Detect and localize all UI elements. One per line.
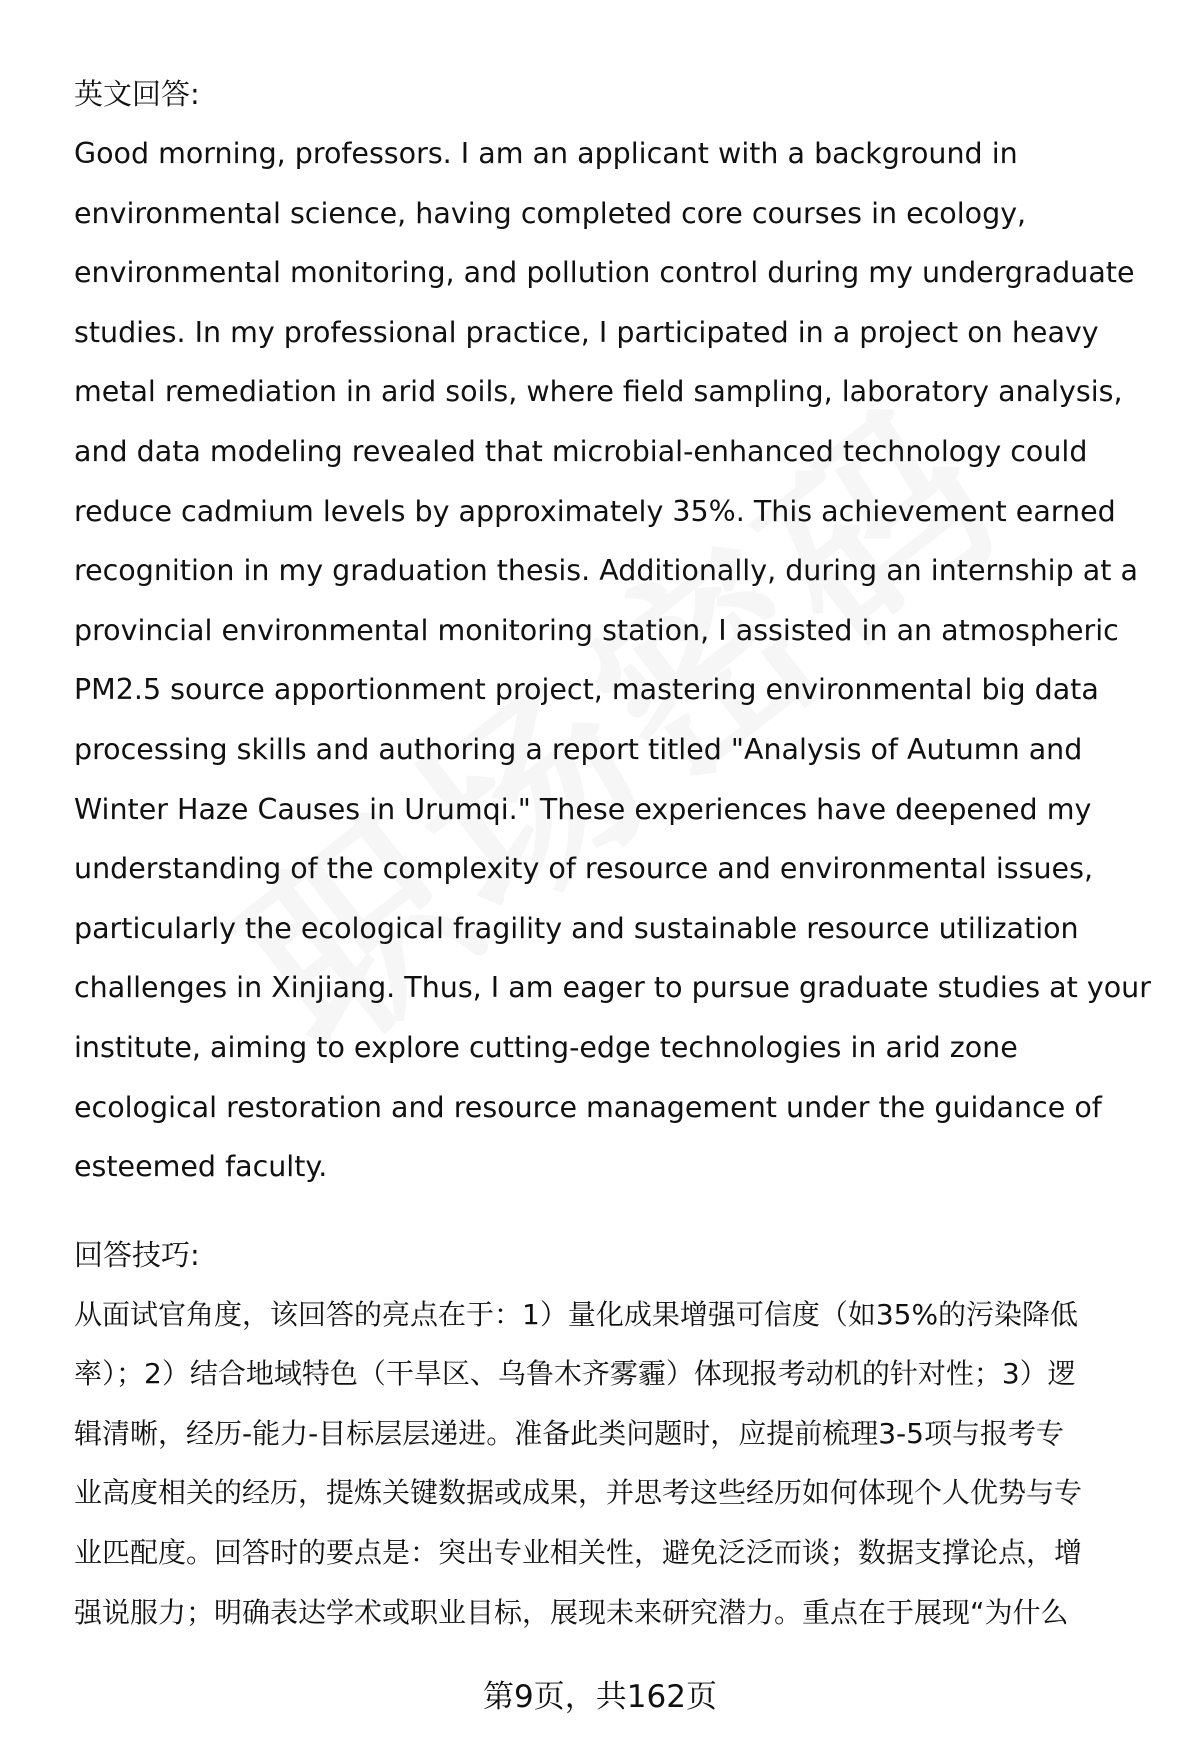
english-answer-body (74, 124, 1154, 1197)
english-answer-line: and data modeling revealed that microbial-enhanced technology could (74, 434, 1088, 468)
english-answer-line: reduce cadmium levels by approximately 35%. This achievement earned (74, 494, 1116, 528)
english-answer-line: environmental science, having completed core courses in ecology, (74, 196, 1027, 230)
english-answer-line: provincial environmental monitoring station, I assisted in an atmospheric (74, 613, 1119, 647)
answer-tips-line: 强说服力；明确表达学术或职业目标，展现未来研究潜力。重点在于展现“为什么 (74, 1595, 1069, 1629)
english-answer-line: PM2.5 source apportionment project, mastering environmental big data (74, 673, 1099, 707)
english-answer-line: Good morning, professors. I am an applicant with a background in (74, 137, 1018, 170)
english-answer-heading: 英文回答: (74, 77, 200, 111)
english-answer-line: environmental monitoring, and pollution control during my undergraduate (74, 256, 1135, 290)
english-answer-line: understanding of the complexity of resource and environmental issues, (74, 852, 1094, 886)
page-content (74, 64, 1154, 1642)
answer-tips-line: 率）；2）结合地域特色（干旱区、乌鲁木齐雾霾）体现报考动机的针对性；3）逻 (74, 1357, 1076, 1391)
section-spacer (74, 1197, 1154, 1225)
answer-tips-line: 业匹配度。回答时的要点是：突出专业相关性，避免泛泛而谈；数据支撑论点，增 (74, 1536, 1083, 1570)
english-answer-line: metal remediation in arid soils, where field sampling, laboratory analysis, (74, 375, 1123, 409)
english-answer-line: challenges in Xinjiang. Thus, I am eager to pursue graduate studies at your (74, 971, 1151, 1005)
page-number-footer: 第9页，共162页 (483, 1679, 717, 1715)
english-answer-line: ecological restoration and resource management under the guidance of (74, 1090, 1102, 1124)
english-answer-line: esteemed faculty. (74, 1150, 328, 1184)
english-answer-line: institute, aiming to explore cutting-edge technologies in arid zone (74, 1030, 1018, 1064)
answer-tips-line: 业高度相关的经历，提炼关键数据或成果，并思考这些经历如何体现个人优势与专 (74, 1476, 1083, 1510)
english-answer-line: processing skills and authoring a report titled "Analysis of Autumn and (74, 732, 1083, 766)
answer-tips-heading: 回答技巧: (74, 1237, 200, 1272)
english-answer-line: Winter Haze Causes in Urumqi." These experiences have deepened my (74, 792, 1092, 826)
answer-tips-body (74, 1285, 1154, 1643)
answer-tips-line: 从面试官角度，该回答的亮点在于：1）量化成果增强可信度（如35%的污染降低 (74, 1297, 1079, 1331)
answer-tips-line: 辑清晰，经历-能力-目标层层递进。准备此类问题时，应提前梳理3-5项与报考专 (74, 1416, 1064, 1450)
english-answer-line: studies. In my professional practice, I participated in a project on heavy (74, 315, 1099, 349)
english-answer-line: recognition in my graduation thesis. Additionally, during an internship at a (74, 554, 1138, 588)
english-answer-line: particularly the ecological fragility and sustainable resource utilization (74, 911, 1079, 945)
